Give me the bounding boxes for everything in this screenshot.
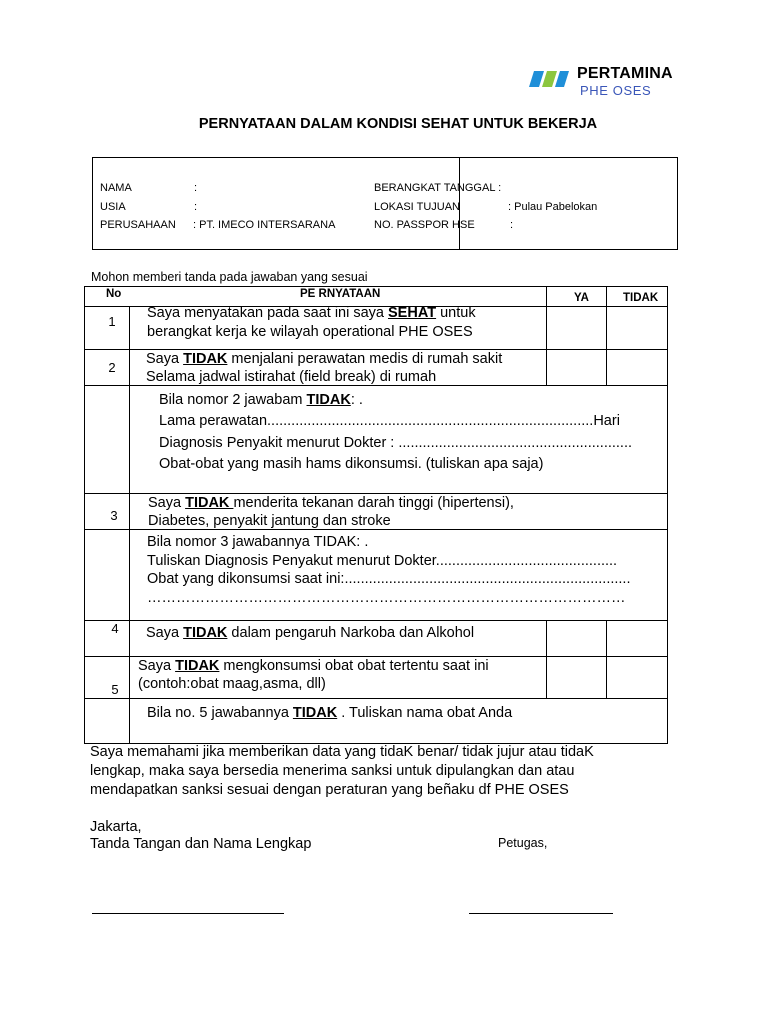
row-number: 4 xyxy=(111,621,119,636)
table-border-top xyxy=(84,286,668,287)
answer-cell-ya[interactable] xyxy=(547,621,606,656)
sub2-line-4: Obat-obat yang masih hams dikonsumsi. (tuliskan apa saja) xyxy=(159,456,544,472)
signature-line-officer[interactable] xyxy=(469,913,613,914)
perusahaan-value: : PT. IMECO INTERSARANA xyxy=(193,219,336,231)
declaration-line-2: lengkap, maka saya bersedia menerima sanksi untuk dipulangkan dan atau xyxy=(90,763,575,779)
table-border-left xyxy=(84,286,85,743)
answer-cell-tidak[interactable] xyxy=(607,350,667,385)
document-title: PERNYATAAN DALAM KONDISI SEHAT UNTUK BEKERJA xyxy=(198,116,598,132)
declaration-line-3: mendapatkan sanksi sesuai dengan peraturan yang beñaku df PHE OSES xyxy=(90,782,569,798)
statement-3-line-1: Saya TIDAK menderita tekanan darah tinggi (hipertensi), xyxy=(148,495,514,511)
answer-cell-tidak[interactable] xyxy=(607,307,667,349)
lokasi-value: : Pulau Pabelokan xyxy=(508,201,598,213)
personal-info-box xyxy=(92,157,678,250)
statement-1-line-2: berangkat kerja ke wilayah operational PHE OSES xyxy=(147,324,473,340)
table-row-line xyxy=(84,698,668,699)
nama-label: NAMA xyxy=(100,182,132,194)
sub2-line-3: Diagnosis Penyakit menurut Dokter : .......................................................... xyxy=(159,435,633,451)
berangkat-label: BERANGKAT TANGGAL : xyxy=(374,182,502,194)
passpor-value: : xyxy=(510,219,514,231)
passpor-label: NO. PASSPOR HSE xyxy=(374,219,475,231)
sub3-line-3: Obat yang dikonsumsi saat ini:....................................................................... xyxy=(147,571,631,587)
brand-name: PERTAMINA xyxy=(577,65,673,82)
officer-label: Petugas, xyxy=(498,836,548,850)
statement-1-line-1: Saya menyatakan pada saat ini saya SEHAT untuk xyxy=(147,305,476,321)
usia-label: USIA xyxy=(100,201,126,213)
instruction-text: Mohon memberi tanda pada jawaban yang sesuai xyxy=(91,270,368,284)
declaration-line-1: Saya memahami jika memberikan data yang tidaK benar/ tidak jujur atau tidaK xyxy=(90,744,594,760)
sub5-line-1: Bila no. 5 jawabannya TIDAK . Tuliskan nama obat Anda xyxy=(147,705,513,721)
row-number: 2 xyxy=(108,360,116,375)
row-number: 3 xyxy=(110,508,118,523)
sub2-line-1: Bila nomor 2 jawabam TIDAK: . xyxy=(159,392,363,408)
city-date-label: Jakarta, xyxy=(90,819,142,835)
header-tidak: TIDAK xyxy=(623,292,659,304)
statement-3-line-2: Diabetes, penyakit jantung dan stroke xyxy=(148,513,391,529)
sub3-line-2: Tuliskan Diagnosis Penyakut menurut Dokter............................................. xyxy=(147,553,618,569)
header-no: No xyxy=(106,288,122,300)
sub3-line-1: Bila nomor 3 jawabannya TIDAK: . xyxy=(147,534,369,550)
lokasi-label: LOKASI TUJUAN xyxy=(374,201,460,213)
table-border-right xyxy=(667,286,668,743)
signature-line-applicant[interactable] xyxy=(92,913,284,914)
row-number: 1 xyxy=(108,314,116,329)
answer-cell-ya[interactable] xyxy=(547,657,606,698)
signature-label: Tanda Tangan dan Nama Lengkap xyxy=(90,836,312,852)
row-number: 5 xyxy=(111,682,119,697)
answer-cell-tidak[interactable] xyxy=(607,621,667,656)
pertamina-logo-icon xyxy=(528,70,570,88)
statement-5-line-1: Saya TIDAK mengkonsumsi obat obat tertentu saat ini xyxy=(138,658,489,674)
perusahaan-label: PERUSAHAAN xyxy=(100,219,176,231)
statement-5-line-2: (contoh:obat maag,asma, dll) xyxy=(138,676,326,692)
answer-cell-ya[interactable] xyxy=(547,350,606,385)
brand-subtitle: PHE OSES xyxy=(580,83,652,98)
header-ya: YA xyxy=(574,292,589,304)
statement-2-line-2: Selama jadwal istirahat (field break) di rumah xyxy=(146,369,437,385)
header-pernyataan: PE RNYATAAN xyxy=(300,288,381,300)
sub2-line-2: Lama perawatan.................................................................................Hari xyxy=(159,413,620,429)
nama-value: : xyxy=(194,182,198,194)
statement-4-line-1: Saya TIDAK dalam pengaruh Narkoba dan Alkohol xyxy=(146,625,475,641)
answer-cell-tidak[interactable] xyxy=(607,657,667,698)
usia-value: : xyxy=(194,201,198,213)
answer-cell-ya[interactable] xyxy=(547,307,606,349)
statement-2-line-1: Saya TIDAK menjalani perawatan medis di rumah sakit xyxy=(146,351,503,367)
sub3-line-4: ……………………………………………………………………………………… xyxy=(147,590,626,606)
